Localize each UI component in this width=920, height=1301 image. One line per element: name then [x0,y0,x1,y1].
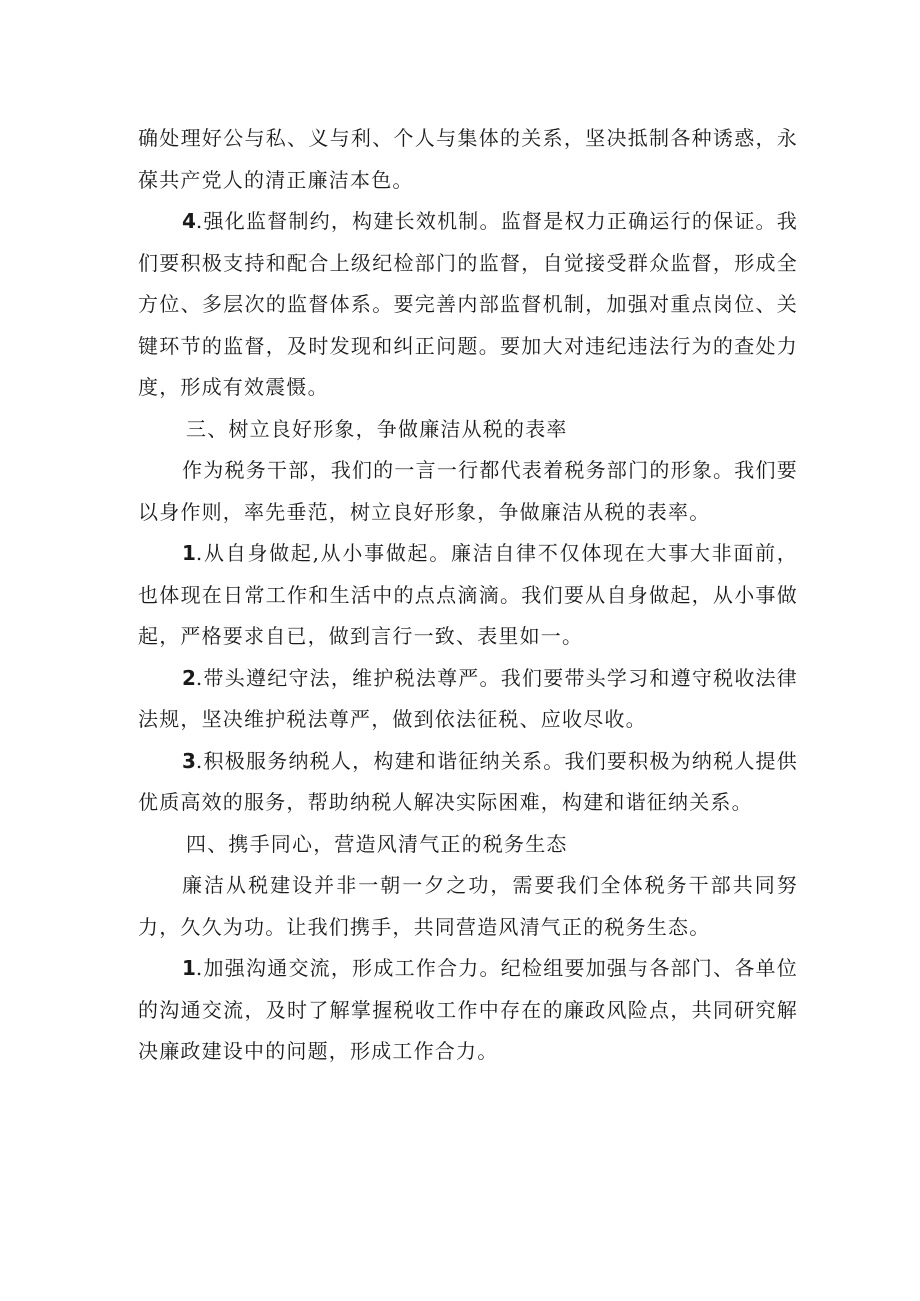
item-number: 1 [182,956,196,980]
item-number: 4 [182,209,196,233]
document-body [138,118,798,1073]
item-text: .从自身做起,从小事做起。廉洁自律不仅体现在大事大非面前，也体现在日常工作和生活中的点点滴滴。我们要从自身做起，从小事做起，严格要求自已，做到言行一致、表里如一。 [138,541,798,648]
list-item-abide-law [138,658,798,741]
item-number: 1 [182,541,196,565]
paragraph-continuation: 确处理好公与私、义与利、个人与集体的关系，坚决抵制各种诱惑，永葆共产党人的清正廉洁本色。 [138,126,798,192]
section-heading-three: 三、树立良好形象，争做廉洁从税的表率 [186,416,568,441]
paragraph-intro-three: 作为税务干部，我们的一言一行都代表着税务部门的形象。我们要以身作则，率先垂范，树立良好形象，争做廉洁从税的表率。 [138,458,798,524]
paragraph-intro-four: 廉洁从税建设并非一朝一夕之功，需要我们全体税务干部共同努力，久久为功。让我们携手，共同营造风清气正的税务生态。 [138,873,798,939]
item-text: .强化监督制约，构建长效机制。监督是权力正确运行的保证。我们要积极支持和配合上级纪检部门的监督，自觉接受群众监督，形成全方位、多层次的监督体系。要完善内部监督机制，加强对重点岗位、关键环节的监督，及时发现和纠正问题。要加大对违纪违法行为的查处力度，形成有效震慑。 [138,209,798,399]
item-text: .带头遵纪守法，维护税法尊严。我们要带头学习和遵守税收法律法规，坚决维护税法尊严，做到依法征税、应收尽收。 [138,665,798,731]
section-heading-four: 四、携手同心，营造风清气正的税务生态 [186,831,568,856]
item-text: .积极服务纳税人，构建和谐征纳关系。我们要积极为纳税人提供优质高效的服务，帮助纳税人解决实际困难，构建和谐征纳关系。 [138,748,798,814]
list-item-strengthen-supervision [138,201,798,409]
list-item-serve-taxpayers [138,741,798,824]
list-item-communication [138,948,798,1073]
item-number: 3 [182,748,196,773]
list-item-start-from-self [138,533,798,658]
item-text: .加强沟通交流，形成工作合力。纪检组要加强与各部门、各单位的沟通交流，及时了解掌握税收工作中存在的廉政风险点，共同研究解决廉政建设中的问题，形成工作合力。 [138,956,798,1063]
item-number: 2 [182,665,196,690]
